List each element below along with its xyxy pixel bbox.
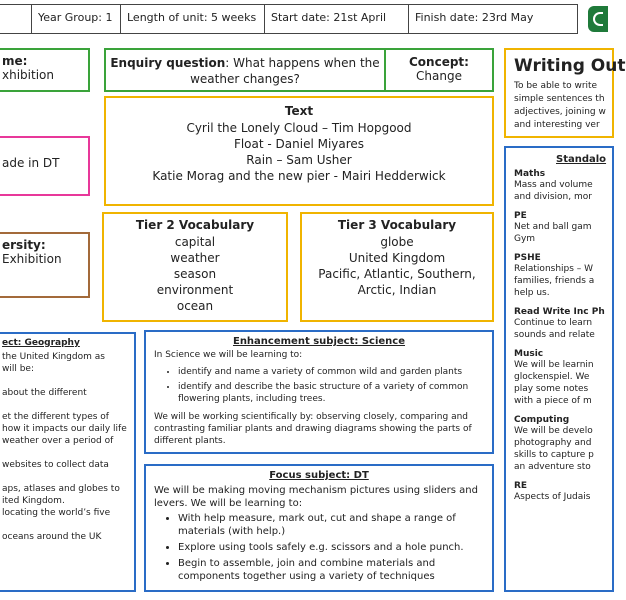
- tier2-words: [104, 234, 286, 314]
- standalone-subject-line: an adventure sto: [514, 462, 591, 472]
- bullet-item: • Explore using tools safely e.g. scissors and a hole punch.: [178, 541, 484, 554]
- standalone-subject-heading: PE: [514, 211, 527, 221]
- text-box-title: Text: [284, 104, 314, 118]
- tier3-word: United Kingdom: [348, 251, 446, 265]
- logo-mark-icon: [593, 12, 603, 26]
- standalone-subject-line: Aspects of Judais: [514, 492, 591, 502]
- science-bullets: [154, 366, 484, 405]
- standalone-subject-line: families, friends a: [514, 276, 595, 286]
- geography-line: the United Kingdom as: [2, 352, 105, 362]
- tier2-word: capital: [174, 235, 216, 249]
- bullet-item: • With help measure, mark out, cut and shape a range of materials (with help.): [178, 512, 484, 538]
- tier3-vocabulary-box: [300, 212, 494, 322]
- start-date-text: Start date: 21st April: [271, 11, 387, 24]
- writing-outcome-line: and interesting ver: [514, 120, 600, 130]
- tier3-words: [302, 234, 492, 298]
- book-title: Rain – Sam Usher: [246, 153, 352, 167]
- standalone-subject-heading: Music: [514, 349, 544, 359]
- standalone-subjects-box: [504, 146, 614, 592]
- pink-box: [0, 136, 90, 196]
- standalone-subject-heading: RE: [514, 481, 528, 491]
- writing-outcome-line: simple sentences th: [514, 94, 605, 104]
- enquiry-label: Enquiry question: [110, 56, 226, 70]
- geography-line: [2, 519, 134, 531]
- standalone-subject-heading: PSHE: [514, 253, 541, 263]
- diversity-title: ersity:: [2, 238, 46, 252]
- geography-line: will be:: [2, 364, 35, 374]
- science-title: Enhancement subject: Science: [232, 336, 406, 347]
- standalone-subject-line: sounds and relate: [514, 330, 595, 340]
- tier2-word: season: [173, 267, 217, 281]
- unit-length-cell: Length of unit: 5 weeks: [120, 4, 265, 34]
- year-group-cell: Year Group: 1: [31, 4, 121, 34]
- school-logo: [588, 6, 608, 32]
- dt-intro: We will be making moving mechanism pictures using sliders and levers. We will be learning to:: [154, 485, 478, 509]
- standalone-subject-line: play some notes: [514, 384, 589, 394]
- geography-line: [2, 447, 134, 459]
- writing-outcome-title: Writing Out: [514, 56, 626, 76]
- science-box: [144, 330, 494, 454]
- theme-text: xhibition: [2, 68, 54, 82]
- standalone-subject-line: and division, mor: [514, 192, 592, 202]
- book-title: Float - Daniel Miyares: [233, 137, 365, 151]
- standalone-subject-heading: Maths: [514, 169, 546, 179]
- geography-line: oceans around the UK: [2, 532, 102, 542]
- tier2-title: Tier 2 Vocabulary: [135, 218, 255, 232]
- science-intro: In Science we will be learning to:: [154, 350, 303, 360]
- writing-outcome-box: [504, 48, 626, 138]
- standalone-subject-line: Gym: [514, 234, 536, 244]
- standalone-subject-line: We will be learnin: [514, 360, 594, 370]
- standalone-sections: [514, 169, 612, 503]
- tier3-word: Arctic, Indian: [357, 283, 437, 297]
- standalone-subject-line: We will be develo: [514, 426, 593, 436]
- geography-title: ect: Geography: [2, 338, 80, 348]
- standalone-subject-heading: Computing: [514, 415, 570, 425]
- standalone-subject-line: photography and: [514, 438, 592, 448]
- bullet-item: • Begin to assemble, join and combine materials and components together using a variety of techniques: [178, 557, 484, 583]
- standalone-subject-line: Net and ball gam: [514, 222, 592, 232]
- science-outro: We will be working scientifically by: observing closely, comparing and contrasting familiar plants and drawing diagrams showing the parts of different plants.: [154, 412, 472, 446]
- dt-box: [144, 464, 494, 592]
- geography-line: [2, 399, 134, 411]
- geography-line: et the different types of: [2, 412, 109, 422]
- standalone-subject-line: glockenspiel. We: [514, 372, 590, 382]
- standalone-subject-line: help us.: [514, 288, 550, 298]
- tier2-word: weather: [170, 251, 220, 265]
- geography-box: [0, 332, 136, 592]
- start-date-cell: [264, 4, 409, 34]
- enquiry-text: : What happens when the weather changes?: [190, 56, 380, 86]
- bullet-item: • identify and name a variety of common wild and garden plants: [178, 366, 484, 378]
- finish-date-cell: Finish date: 23rd May: [408, 4, 578, 34]
- geography-line: how it impacts our daily life: [2, 424, 127, 434]
- book-title: Katie Morag and the new pier - Mairi Hedderwick: [152, 169, 446, 183]
- concept-label: Concept:: [409, 55, 469, 69]
- tier2-word: ocean: [176, 299, 214, 313]
- bullet-item: • identify and describe the basic structure of a variety of common flowering plants, including trees.: [178, 381, 484, 405]
- text-box: [104, 96, 494, 206]
- tier2-vocabulary-box: [102, 212, 288, 322]
- book-list: [106, 120, 492, 184]
- tier2-word: environment: [156, 283, 234, 297]
- enquiry-question-box: [104, 48, 386, 92]
- standalone-subject-line: Relationships – W: [514, 264, 594, 274]
- book-title: Cyril the Lonely Cloud – Tim Hopgood: [186, 121, 412, 135]
- diversity-box: [0, 232, 90, 298]
- enquiry-question: [110, 55, 380, 87]
- tier3-word: globe: [380, 235, 414, 249]
- standalone-subject-heading: Read Write Inc Ph: [514, 307, 605, 317]
- diversity-text: Exhibition: [2, 252, 62, 266]
- concept-value: Change: [416, 69, 462, 83]
- dt-bullets: [154, 512, 484, 583]
- geography-line: weather over a period of: [2, 436, 114, 446]
- tier3-title: Tier 3 Vocabulary: [337, 218, 457, 232]
- geography-line: [2, 375, 134, 387]
- geography-line: [2, 471, 134, 483]
- standalone-subject-line: Continue to learn: [514, 318, 593, 328]
- theme-title: me:: [2, 54, 28, 68]
- standalone-title: Standalo: [556, 154, 607, 165]
- geography-lines: [2, 351, 134, 543]
- geography-line: websites to collect data: [2, 460, 109, 470]
- header-blank-cell: [0, 4, 32, 34]
- geography-line: locating the world’s five: [2, 508, 111, 518]
- concept-box: [384, 48, 494, 92]
- geography-line: ited Kingdom.: [2, 496, 65, 506]
- standalone-subject-line: with a piece of m: [514, 396, 592, 406]
- geography-line: about the different: [2, 388, 87, 398]
- writing-outcome-line: adjectives, joining w: [514, 107, 606, 117]
- standalone-subject-line: skills to capture p: [514, 450, 594, 460]
- tier3-word: Pacific, Atlantic, Southern,: [318, 267, 476, 281]
- writing-outcome-lines: [514, 80, 612, 132]
- standalone-subject-line: Mass and volume: [514, 180, 593, 190]
- pink-box-text: ade in DT: [2, 156, 60, 170]
- geography-line: aps, atlases and globes to: [2, 484, 120, 494]
- writing-outcome-line: To be able to write: [514, 81, 598, 91]
- dt-title: Focus subject: DT: [269, 470, 369, 481]
- theme-box: [0, 48, 90, 92]
